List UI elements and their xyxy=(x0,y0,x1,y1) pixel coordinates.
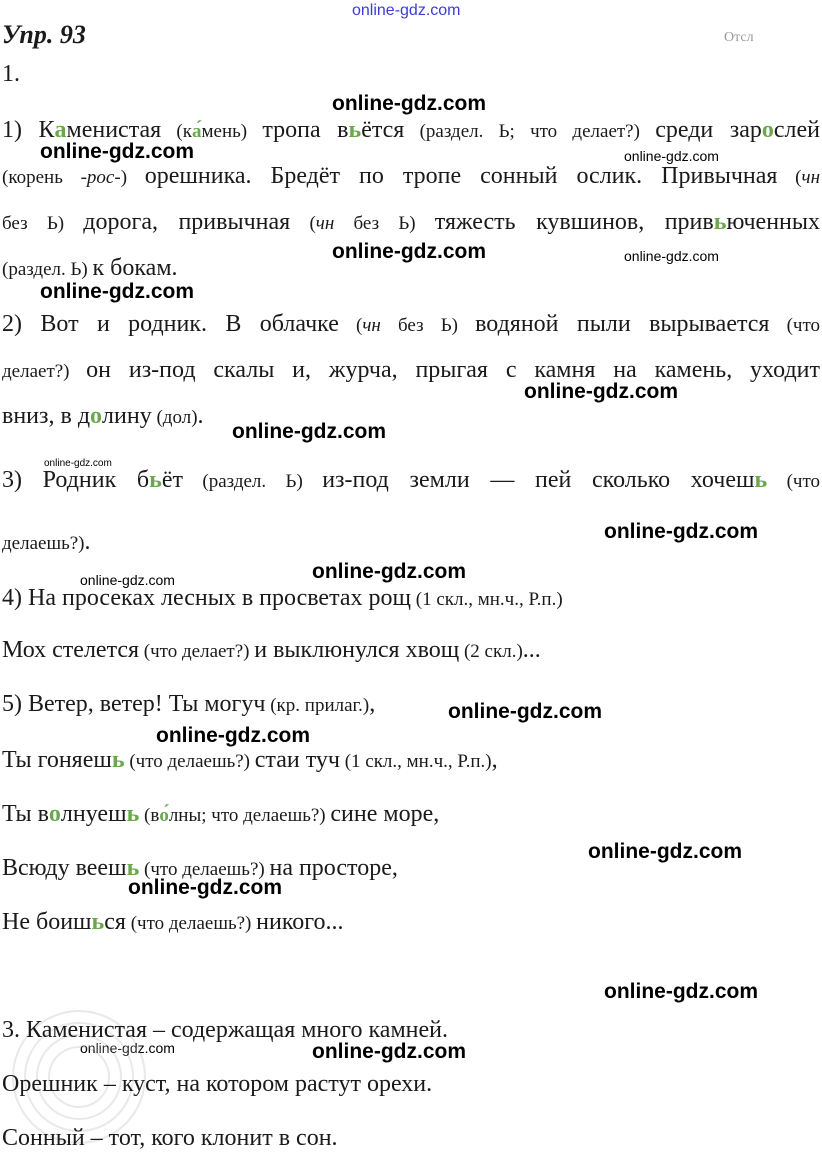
s3-line-1: 3. Каменистая – содержащая много камней. xyxy=(2,1017,448,1043)
watermark: online-gdz.com xyxy=(332,92,486,115)
watermark: online-gdz.com xyxy=(332,240,486,263)
p5-line-2: Ты гоняешь (что делаешь?) стаи туч (1 скл., мн.ч., Р.п.), xyxy=(2,747,498,773)
p2-line-1: 2) Вот и родник. В облачке (чн без Ь) водяной пыли вырывается (что xyxy=(2,311,821,337)
p5-line-4: Всюду веешь (что делаешь?) на просторе, xyxy=(2,855,398,881)
watermark: online-gdz.com xyxy=(232,420,386,443)
p3-line-2: делаешь?). xyxy=(2,529,91,555)
watermark: online-gdz.com xyxy=(448,700,602,723)
watermark: online-gdz.com xyxy=(156,724,310,747)
s3-line-3: Сонный – тот, кого клонит в сон. xyxy=(2,1125,338,1151)
p5-line-3: Ты волнуешь (во́лны; что делаешь?) сине море, xyxy=(2,801,440,827)
p1-line-1: 1) Каменистая (ка́мень) тропа вьётся (раздел. Ь; что делает?) среди зарослей xyxy=(2,117,821,143)
watermark: online-gdz.com xyxy=(80,1040,175,1056)
watermark-top: online-gdz.com xyxy=(352,2,461,19)
watermark: online-gdz.com xyxy=(604,980,758,1003)
watermark: online-gdz.com xyxy=(128,876,282,899)
exercise-title: Упр. 93 xyxy=(2,20,86,49)
watermark: online-gdz.com xyxy=(44,458,112,469)
watermark: online-gdz.com xyxy=(40,140,194,163)
watermark: online-gdz.com xyxy=(524,380,678,403)
watermark: online-gdz.com xyxy=(40,280,194,303)
section-number: 1. xyxy=(2,61,20,87)
p4-line-2: Мох стелется (что делает?) и выклюнулся хвощ (2 скл.)... xyxy=(2,637,541,663)
p1-line-2: (корень -рос-) орешника. Бредёт по тропе сонный ослик. Привычная (чн xyxy=(2,163,820,189)
p2-line-2: делает?) он из-под скалы и, журча, прыгая с камня на камень, уходит xyxy=(2,357,820,383)
p4-line-1: 4) На просеках лесных в просветах рощ (1 скл., мн.ч., Р.п.) xyxy=(2,585,563,611)
watermark: online-gdz.com xyxy=(80,572,175,588)
watermark: online-gdz.com xyxy=(604,520,758,543)
watermark: online-gdz.com xyxy=(624,248,719,264)
watermark: online-gdz.com xyxy=(312,560,466,583)
s3-line-2: Орешник – куст, на котором растут орехи. xyxy=(2,1071,433,1097)
p1-line-3: без Ь) дорога, привычная (чн без Ь) тяжесть кувшинов, привьюченных xyxy=(2,209,821,235)
p1-line-4: (раздел. Ь) к бокам. xyxy=(2,255,178,281)
watermark: online-gdz.com xyxy=(312,1040,466,1063)
corner-mark: Отсл xyxy=(724,30,754,45)
p5-line-1: 5) Ветер, ветер! Ты могуч (кр. прилаг.), xyxy=(2,691,376,717)
p3-line-1: 3) Родник бьёт (раздел. Ь) из-под земли — пей сколько хочешь (что xyxy=(2,467,820,493)
p2-line-3: вниз, в долину (дол). xyxy=(2,403,204,429)
watermark: online-gdz.com xyxy=(588,840,742,863)
p5-line-5: Не боишься (что делаешь?) никого... xyxy=(2,909,344,935)
watermark: online-gdz.com xyxy=(624,148,719,164)
